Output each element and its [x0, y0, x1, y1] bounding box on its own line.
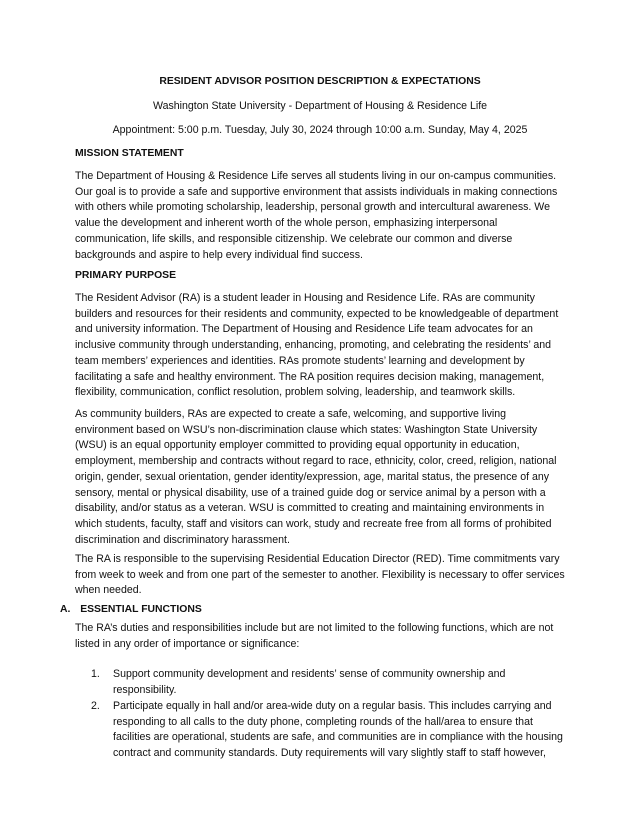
list-item-text: Support community development and residents’ sense of community ownership and responsibility.	[113, 668, 506, 696]
list-item-number: 1.	[91, 668, 100, 680]
section-letter: A.	[60, 604, 71, 615]
list-item-number: 2.	[91, 700, 100, 712]
section-title: ESSENTIAL FUNCTIONS	[80, 604, 202, 615]
document-subtitle: Washington State University - Department of Housing & Residence Life	[152, 100, 488, 112]
mission-paragraph: The Department of Housing & Residence Life serves all students living in our on-campus communities. Our goal is to provide a safe and supportive environment that assists individuals in making connections with others while promoting scholarship, leadership, personal growth and intercultural awareness. We value the development and inherent worth of the whole person, emphasizing interpersonal communication, life skills, and responsible citizenship. We celebrate our common and diverse backgrounds and aspire to help every individual find success.	[75, 170, 558, 261]
essential-functions-heading	[60, 604, 202, 615]
document-title: RESIDENT ADVISOR POSITION DESCRIPTION & EXPECTATIONS	[159, 76, 481, 87]
appointment-line: Appointment: 5:00 p.m. Tuesday, July 30, 2024 through 10:00 a.m. Sunday, May 4, 2025	[112, 124, 528, 136]
purpose-paragraph-3: The RA is responsible to the supervising Residential Education Director (RED). Time commitments vary from week to week and from one part of the semester to another. Flexibility is necessary to offer services when needed.	[75, 553, 565, 597]
mission-heading: MISSION STATEMENT	[75, 148, 184, 159]
purpose-paragraph-1: The Resident Advisor (RA) is a student leader in Housing and Residence Life. RAs are community builders and resources for their residents and community, expected to be knowledgeable of department and university information. The Department of Housing and Residence Life team advocates for an inclusive community through understanding, enhancing, promoting, and celebrating the residents’ and team members’ experiences and identities. RAs promote students’ learning and development by facilitating a safe and healthy environment. The RA position requires decision making, management, flexibility, communication, conflict resolution, problem solving, leadership, and teamwork skills.	[75, 292, 559, 399]
essential-intro: The RA’s duties and responsibilities include but are not limited to the following functions, which are not listed in any order of importance or significance:	[75, 622, 554, 650]
list-item-text: Participate equally in hall and/or area-wide duty on a regular basis. This includes carrying and responding to all calls to the duty phone, completing rounds of the hall/area to ensure that facilities are operational, students are safe, and communities are in compliance with the housing contract and community standards. Duty requirements will vary slightly staff to staff however,	[113, 700, 563, 759]
purpose-heading: PRIMARY PURPOSE	[75, 270, 177, 281]
purpose-paragraph-2: As community builders, RAs are expected to create a safe, welcoming, and supportive living environment based on WSU’s non-discrimination clause which states: Washington State University (WSU) is an equal opportunity employer committed to providing equal opportunity in education, employment, membership and contracts without regard to race, ethnicity, color, creed, religion, national origin, gender, sexual orientation, gender identity/expression, age, marital status, the presence of any sensory, mental or physical disability, use of a trained guide dog or service animal by a person with a disability, and/or status as a veteran. WSU is committed to creating and maintaining environments in which students, faculty, staff and visitors can work, study and recreate free from all forms of prohibited discrimination and discriminatory harassment.	[75, 408, 557, 546]
